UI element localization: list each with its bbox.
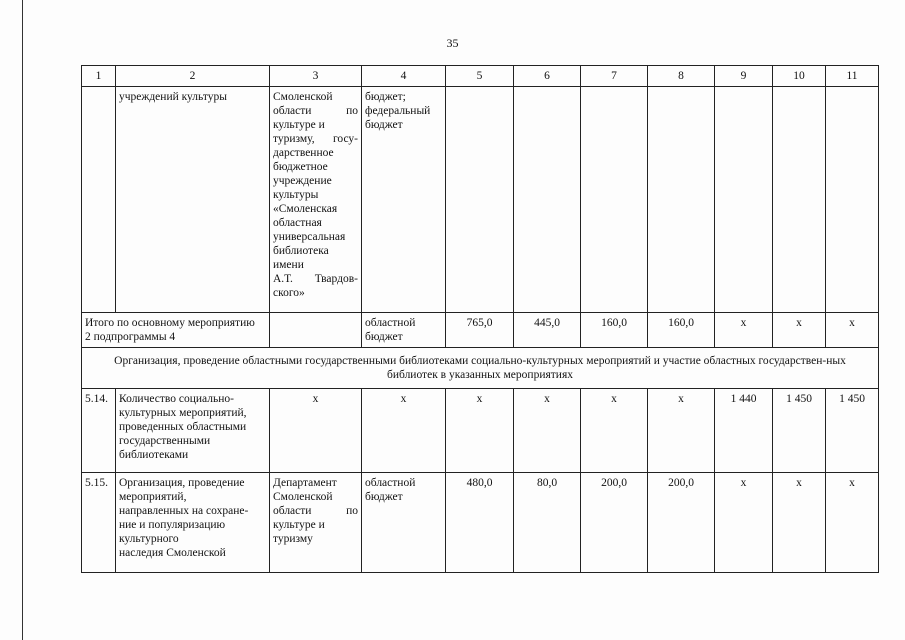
column-number: 1 — [82, 66, 116, 87]
cell-value — [715, 87, 773, 313]
cell-value — [648, 87, 715, 313]
cell-value: 200,0 — [648, 473, 715, 573]
cell-value: х — [773, 473, 826, 573]
cell-value: 480,0 — [446, 473, 514, 573]
cell-number: 5.15. — [82, 473, 116, 573]
table-row-5-14 — [82, 389, 879, 473]
column-number: 5 — [446, 66, 514, 87]
cell-value: х — [581, 389, 648, 473]
column-number: 10 — [773, 66, 826, 87]
cell-value: х — [773, 313, 826, 348]
column-number: 7 — [581, 66, 648, 87]
cell-value: х — [715, 473, 773, 573]
cell-funding-source: областной бюджет — [362, 473, 446, 573]
section-header: Организация, проведение областными государственными библиотеками социально-культурных мероприятий и участие областных государствен-ных библиотек в указанных мероприятиях — [82, 348, 879, 389]
cell-total-label: Итого по основному мероприятию 2 подпрограммы 4 — [82, 313, 270, 348]
cell-value: 160,0 — [581, 313, 648, 348]
cell-funding-source: х — [362, 389, 446, 473]
cell-executor: Смоленской области по культуре и туризму, госу- дарственное бюджетное учреждение культуры «Смоленская областная универсальная библиотека имени А.Т. Твардов- ского» — [270, 87, 362, 313]
table-row-continuation — [82, 87, 879, 313]
cell-value — [826, 87, 879, 313]
column-number: 11 — [826, 66, 879, 87]
cell-name: Организация, проведение мероприятий, направленных на сохране- ние и популяризацию культурного наследия Смоленской — [116, 473, 270, 573]
program-table — [81, 65, 879, 573]
page-number: 35 — [446, 36, 459, 50]
cell-value: х — [715, 313, 773, 348]
column-number: 4 — [362, 66, 446, 87]
cell-value: 1 450 — [773, 389, 826, 473]
cell-executor — [270, 313, 362, 348]
cell-value: 200,0 — [581, 473, 648, 573]
page-left-rule — [22, 0, 23, 640]
table-row-5-15 — [82, 473, 879, 573]
column-number: 2 — [116, 66, 270, 87]
column-number: 9 — [715, 66, 773, 87]
cell-value: х — [826, 313, 879, 348]
cell-number — [82, 87, 116, 313]
cell-value: 80,0 — [514, 473, 581, 573]
column-numbers-row — [82, 66, 879, 87]
cell-value: х — [514, 389, 581, 473]
cell-value — [581, 87, 648, 313]
table-row-total — [82, 313, 879, 348]
cell-value: х — [446, 389, 514, 473]
cell-executor: Департамент Смоленской области по культуре и туризму — [270, 473, 362, 573]
cell-name: Количество социально- культурных мероприятий, проведенных областными государственными библиотеками — [116, 389, 270, 473]
cell-value — [514, 87, 581, 313]
column-number: 6 — [514, 66, 581, 87]
cell-executor: х — [270, 389, 362, 473]
cell-name: учреждений культуры — [116, 87, 270, 313]
column-number: 3 — [270, 66, 362, 87]
cell-value: 160,0 — [648, 313, 715, 348]
cell-value: х — [648, 389, 715, 473]
cell-value: 1 450 — [826, 389, 879, 473]
cell-value: 445,0 — [514, 313, 581, 348]
cell-value: х — [826, 473, 879, 573]
cell-funding-source: бюджет; федеральный бюджет — [362, 87, 446, 313]
cell-value: 1 440 — [715, 389, 773, 473]
cell-value — [446, 87, 514, 313]
section-header-row — [82, 348, 879, 389]
cell-funding-source: областной бюджет — [362, 313, 446, 348]
cell-value: 765,0 — [446, 313, 514, 348]
cell-number: 5.14. — [82, 389, 116, 473]
column-number: 8 — [648, 66, 715, 87]
cell-value — [773, 87, 826, 313]
